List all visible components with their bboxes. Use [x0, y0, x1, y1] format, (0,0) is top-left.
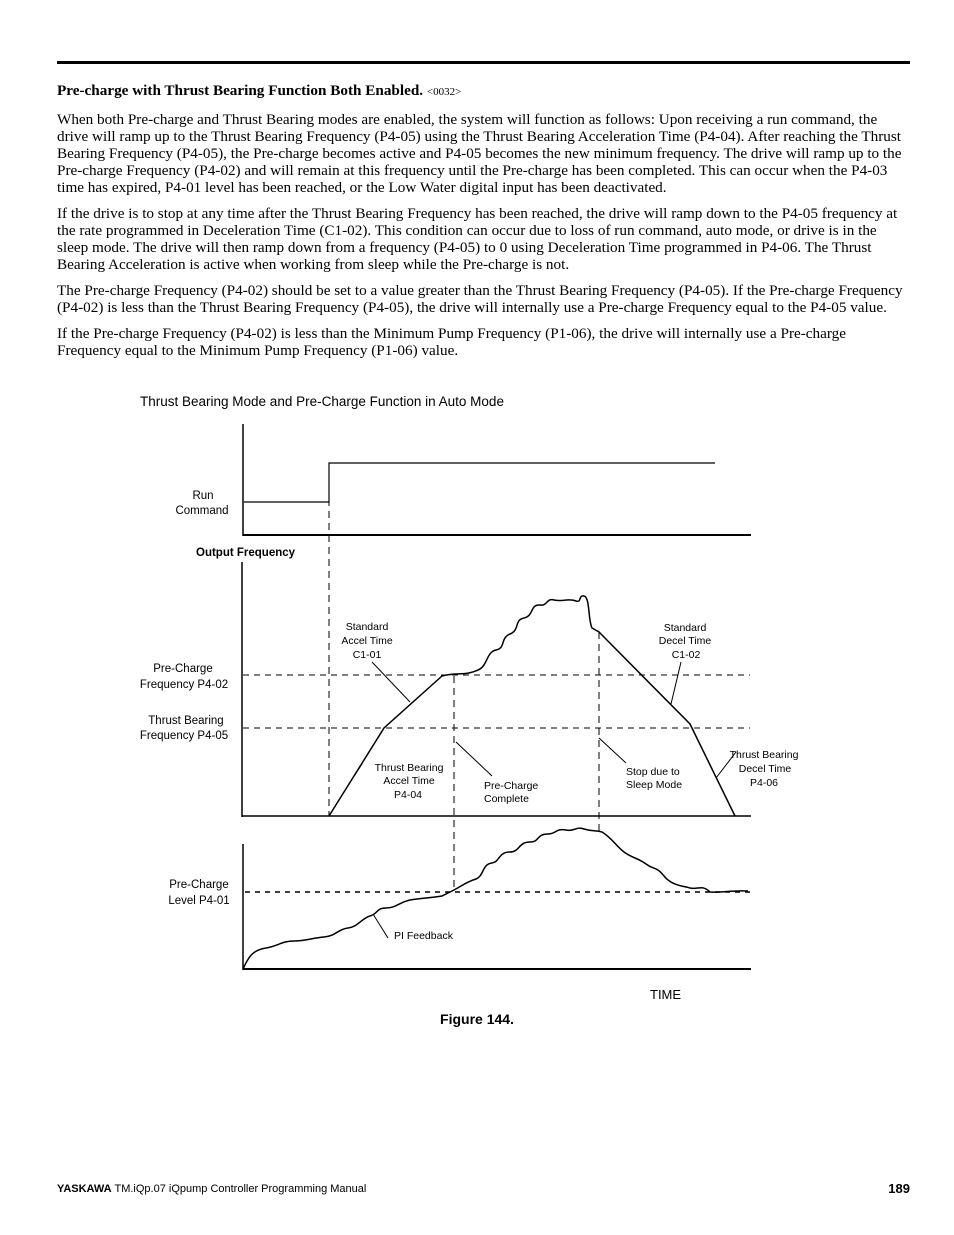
run-command-label-2: Command [175, 505, 229, 517]
pi-feedback-label: PI Feedback [394, 930, 453, 942]
footer-manual [57, 1183, 366, 1195]
time-label: TIME [650, 987, 682, 1002]
output-frequency-label: Output Frequency [196, 547, 296, 559]
stop-sleep-label-2: Sleep Mode [626, 779, 683, 791]
tb-decel-label-1: Thrust Bearing [729, 749, 799, 761]
tb-accel-label-3: P4-04 [393, 789, 423, 801]
figure-caption: Figure 144. [440, 1011, 514, 1027]
heading-code: <0032> [426, 86, 462, 98]
footer-brand: YASKAWA [57, 1183, 112, 1195]
std-accel-label-1: Standard [345, 621, 389, 633]
std-accel-label-2: Accel Time [341, 635, 393, 647]
run-command-signal [244, 463, 715, 502]
std-decel-leader [671, 662, 681, 704]
precharge-complete-leader [456, 742, 492, 776]
precharge-level-label-2: Level P4-01 [168, 895, 230, 907]
tb-decel-label-2: Decel Time [738, 763, 792, 775]
tb-accel-label-2: Accel Time [383, 775, 435, 787]
paragraph-3: The Pre-charge Frequency (P4-02) should be set to a value greater than the Thrust Bearing Frequency (P4-05). If the Pre-charge Frequency (P4-02) is less than the Thrust Bearing Frequency (P4-05), the drive will internally use a Pre-charge Frequency equal to the P4-05 value. [57, 282, 903, 316]
std-decel-label-1: Standard [663, 622, 707, 634]
pi-feedback-leader [373, 914, 388, 938]
std-accel-leader [372, 662, 410, 702]
std-decel-label-2: Decel Time [658, 635, 712, 647]
figure-title: Thrust Bearing Mode and Pre-Charge Function in Auto Mode [140, 394, 504, 409]
std-accel-label-3: C1-01 [352, 649, 382, 661]
stop-sleep-label-1: Stop due to [626, 766, 680, 778]
precharge-level-label-1: Pre-Charge [169, 879, 229, 891]
page-number: 189 [888, 1181, 910, 1196]
paragraph-4: If the Pre-charge Frequency (P4-02) is less than the Minimum Pump Frequency (P1-06), the drive will internally use a Pre-charge Frequency equal to the Minimum Pump Frequency (P1-06) value. [57, 325, 846, 359]
thrust-freq-label-2: Frequency P4-05 [139, 730, 229, 742]
precharge-complete-label-2: Complete [484, 793, 529, 805]
run-command-label-1: Run [192, 490, 214, 502]
tb-decel-label-3: P4-06 [749, 777, 779, 789]
stop-sleep-leader [599, 738, 626, 763]
std-decel-label-3: C1-02 [671, 649, 701, 661]
precharge-freq-label-2: Frequency P4-02 [139, 679, 229, 691]
thrust-freq-label-1: Thrust Bearing [148, 715, 224, 727]
tb-accel-leader [352, 764, 362, 779]
paragraph-1: When both Pre-charge and Thrust Bearing modes are enabled, the system will function as follows: Upon receiving a run command, the drive will ramp up to the Thrust Bearing Frequency (P4-05) using the Thrust Bearing Acceleration Time (P4-04). After reaching the Thrust Bearing Frequency (P4-05), the Pre-charge becomes active and P4-05 becomes the new minimum frequency. The drive will ramp up to the Pre-charge Frequency (P4-02) and will remain at this frequency until the Pre-charge has been completed. This can occur when the P4-03 time has expired, P4-01 level has been reached, or the Low Water digital input has been deactivated. [57, 111, 902, 196]
precharge-complete-label-1: Pre-Charge [484, 780, 539, 792]
pi-feedback-trace [243, 828, 748, 969]
paragraph-2: If the drive is to stop at any time after the Thrust Bearing Frequency has been reached, the drive will ramp down to the P4-05 frequency at the rate programmed in Deceleration Time (C1-02). This condition can occur due to loss of run command, auto mode, or drive is in the sleep mode. The drive will then ramp down from a frequency (P4-05) to 0 using Deceleration Time programmed in P4-06. The Thrust Bearing Acceleration is active when working from sleep while the Pre-charge is not. [57, 205, 898, 273]
precharge-freq-label-1: Pre-Charge [153, 663, 213, 675]
tb-decel-leader [716, 752, 736, 778]
footer-manual-title: TM.iQp.07 iQpump Controller Programming Manual [114, 1183, 367, 1195]
tb-accel-label-1: Thrust Bearing [374, 762, 444, 774]
section-heading: Pre-charge with Thrust Bearing Function Both Enabled. <0032> [57, 82, 462, 99]
